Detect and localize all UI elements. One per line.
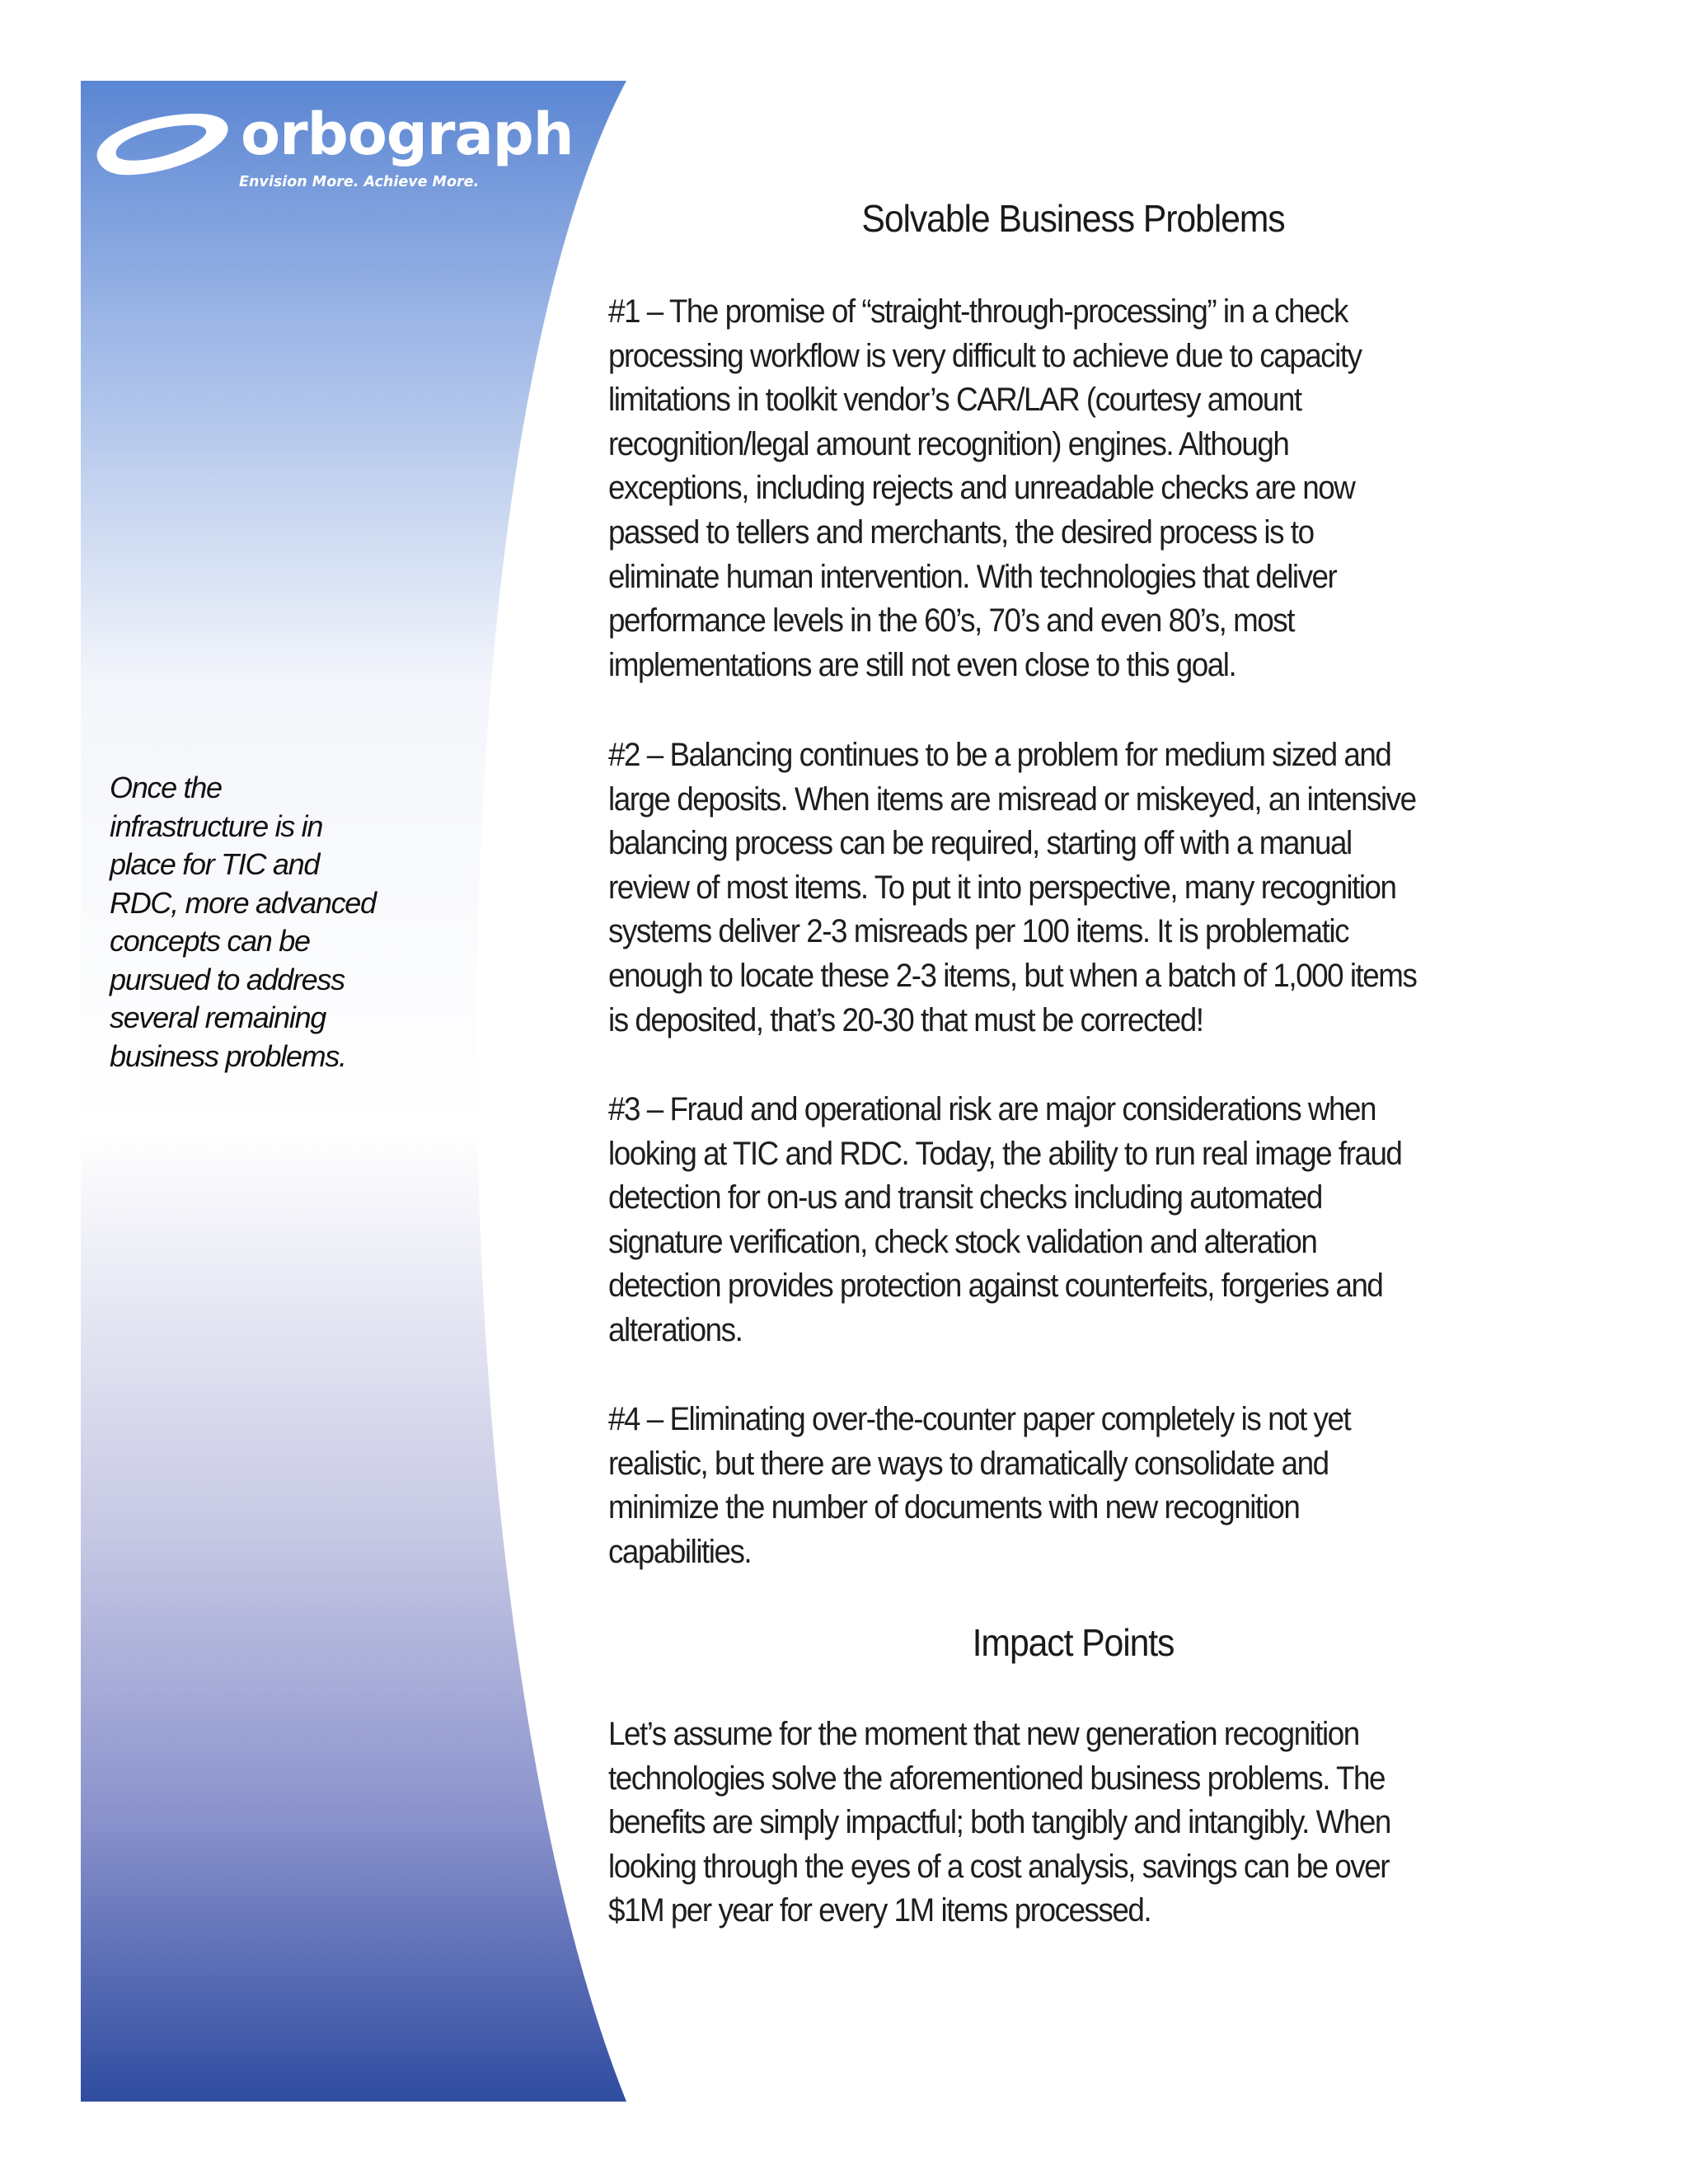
sidebar-pull-quote: Once the infrastructure is in place for TIC and RDC, more advanced concepts can be pursued to address several remaining business problems. — [110, 771, 376, 1073]
heading-impact-points: Impact Points — [972, 1621, 1175, 1664]
heading-solvable-business-problems: Solvable Business Problems — [861, 197, 1285, 240]
problem-paragraph-3: #3 – Fraud and operational risk are major considerations when looking at TIC and RDC. Today, the ability to run real image fraud detection for on-us and transit checks including automated signature verification, check stock validation and alteration detection provides protection against counterfeits, forgeries and alterations. — [608, 1091, 1402, 1348]
impact-paragraph: Let’s assume for the moment that new generation recognition technologies solve the aforementioned business problems. The benefits are simply impactful; both tangibly and intangibly. When looking through the eyes of a cost analysis, savings can be over $1M per year for every 1M items processed. — [608, 1716, 1390, 1929]
problem-paragraph-1: #1 – The promise of “straight-through-processing” in a check processing workflow is very difficult to achieve due to capacity limitations in toolkit vendor’s CAR/LAR (courtesy amount recognition/legal amount recognition) engines. Although exceptions, including rejects and unreadable checks are now passed to tellers and merchants, the desired process is to eliminate human intervention. With technologies that deliver performance levels in the 60’s, 70’s and even 80’s, most implementations are still not even close to this goal. — [608, 293, 1362, 683]
brand-tagline: Envision More. Achieve More. — [239, 174, 480, 190]
orbograph-logo-swoosh-icon — [92, 107, 234, 181]
problem-paragraph-2: #2 – Balancing continues to be a problem for medium sized and large deposits. When items are misread or miskeyed, an intensive balancing process can be required, starting off with a manual review of most items. To put it into perspective, many recognition systems deliver 2-3 misreads per 100 items. It is problematic enough to locate these 2-3 items, but when a batch of 1,000 items is deposited, that’s 20-30 that must be corrected! — [608, 737, 1417, 1038]
brand-logo-wordmark: orbograph — [241, 101, 574, 168]
problem-paragraph-4: #4 – Eliminating over-the-counter paper completely is not yet realistic, but there are ways to dramatically consolidate and minimize the number of documents with new recognition capabilities. — [608, 1401, 1351, 1570]
